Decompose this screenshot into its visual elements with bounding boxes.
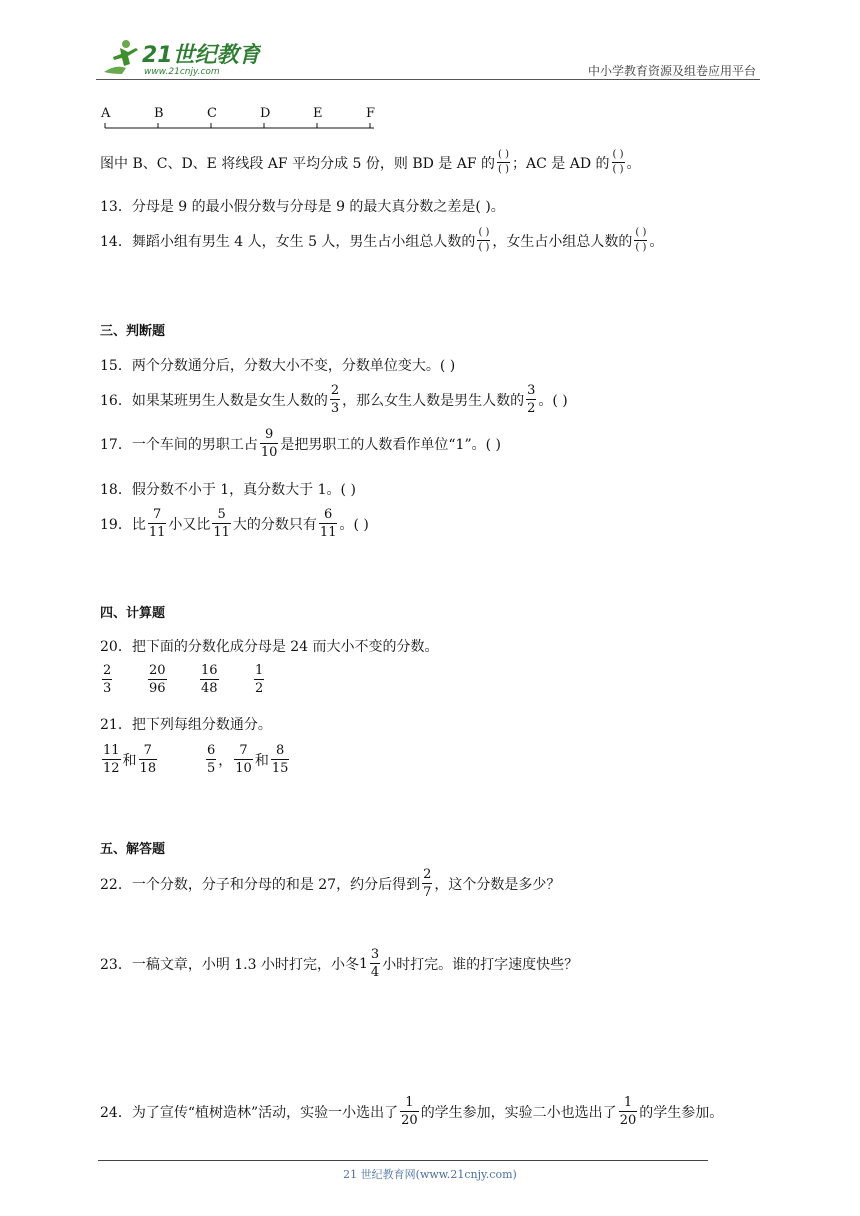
fraction: 6 5 bbox=[207, 743, 216, 776]
question-21: 21．把下列每组分数通分。 bbox=[100, 717, 272, 733]
fraction: 11 12 bbox=[103, 743, 120, 776]
question-15: 15．两个分数通分后，分数大小不变，分数单位变大。( ) bbox=[100, 358, 456, 374]
fraction: 2 3 bbox=[330, 383, 340, 416]
header-divider bbox=[96, 79, 760, 80]
fraction: 20 96 bbox=[149, 663, 166, 696]
svg-text:www.21cnjy.com: www.21cnjy.com bbox=[144, 67, 220, 77]
question-24: 24．为了宣传“植树造林”活动，实验一小选出了 1 20 的学生参加，实验二小也选出了 1 20 的学生参加。 bbox=[100, 1095, 724, 1128]
segment-line bbox=[98, 120, 380, 132]
site-logo bbox=[96, 34, 261, 80]
fraction: 2 3 bbox=[103, 663, 112, 696]
point-label-d: D bbox=[260, 106, 271, 121]
point-label-e: E bbox=[313, 106, 323, 121]
platform-name: 中小学教育资源及组卷应用平台 bbox=[587, 64, 756, 78]
question-21-group-2: 6 5 ， 7 10 和 8 15 bbox=[207, 743, 289, 776]
fraction: 16 48 bbox=[201, 663, 218, 696]
question-20-fractions bbox=[100, 664, 300, 704]
question-16: 16．如果某班男生人数是女生人数的 2 3 ，那么女生人数是男生人数的 3 2 。( ) bbox=[100, 383, 568, 416]
svg-text:21世纪教育: 21世纪教育 bbox=[142, 43, 261, 68]
fraction: 7 11 bbox=[148, 507, 166, 540]
fraction: 8 15 bbox=[271, 743, 289, 776]
fraction: 3 2 bbox=[527, 383, 536, 416]
fraction: 1 20 bbox=[619, 1095, 637, 1128]
section-title-solutions: 五、解答题 bbox=[100, 842, 166, 857]
point-label-f: F bbox=[366, 106, 376, 121]
answer-blank-fraction[interactable]: ( ) ( ) bbox=[498, 149, 509, 175]
runner-icon bbox=[104, 40, 138, 74]
fraction: 2 7 bbox=[423, 867, 432, 900]
fraction: 7 18 bbox=[139, 743, 157, 776]
question-19: 19．比 7 11 小又比 5 11 大的分数只有 6 11 。( ) bbox=[100, 507, 369, 540]
segment-diagram bbox=[98, 106, 380, 134]
footer-link[interactable]: 21 世纪教育网(www.21cnjy.com) bbox=[343, 1168, 517, 1181]
question-23: 23．一稿文章，小明 1.3 小时打完，小冬 1 3 4 小时打完。谁的打字速度快些？ bbox=[100, 947, 579, 980]
mixed-number: 1 3 4 bbox=[358, 947, 380, 980]
question-22: 22．一个分数，分子和分母的和是 27，约分后得到 2 7 ，这个分数是多少？ bbox=[100, 867, 561, 900]
question-21-group-1: 11 12 和 7 18 bbox=[103, 743, 157, 776]
question-17: 17．一个车间的男职工占 9 10 是把男职工的人数看作单位“1”。( ) bbox=[100, 427, 501, 460]
fraction: 5 11 bbox=[213, 507, 230, 540]
section-title-calculation: 四、计算题 bbox=[100, 606, 166, 621]
question-14: 14．舞蹈小组有男生 4 人，女生 5 人，男生占小组总人数的 ( ) ( ) ，女生占小组总人数的 ( ) ( ) 。 bbox=[100, 227, 664, 253]
answer-blank-fraction[interactable]: ( ) ( ) bbox=[635, 227, 647, 253]
question-12: 图中 B、C、D、E 将线段 AF 平均分成 5 份，则 BD 是 AF 的 ( ) ( ) ；AC 是 AD 的 ( ) ( ) 。 bbox=[100, 149, 641, 175]
fraction: 3 4 bbox=[370, 947, 380, 980]
question-20: 20．把下面的分数化成分母是 24 而大小不变的分数。 bbox=[100, 639, 439, 655]
section-title-judgement: 三、判断题 bbox=[100, 324, 166, 339]
footer-divider bbox=[98, 1160, 708, 1161]
fraction: 7 10 bbox=[235, 743, 252, 776]
point-label-b: B bbox=[154, 106, 164, 121]
fraction: 1 20 bbox=[401, 1095, 418, 1128]
fraction: 9 10 bbox=[260, 427, 278, 460]
question-18: 18．假分数不小于 1，真分数大于 1。( ) bbox=[100, 482, 356, 498]
point-label-c: C bbox=[207, 106, 217, 121]
fraction: 1 2 bbox=[255, 663, 264, 696]
question-13: 13．分母是 9 的最小假分数与分母是 9 的最大真分数之差是( )。 bbox=[100, 199, 505, 215]
fraction: 6 11 bbox=[319, 507, 337, 540]
answer-blank-fraction[interactable]: ( ) ( ) bbox=[478, 227, 490, 253]
answer-blank-fraction[interactable]: ( ) ( ) bbox=[612, 149, 624, 175]
point-label-a: A bbox=[101, 106, 111, 121]
